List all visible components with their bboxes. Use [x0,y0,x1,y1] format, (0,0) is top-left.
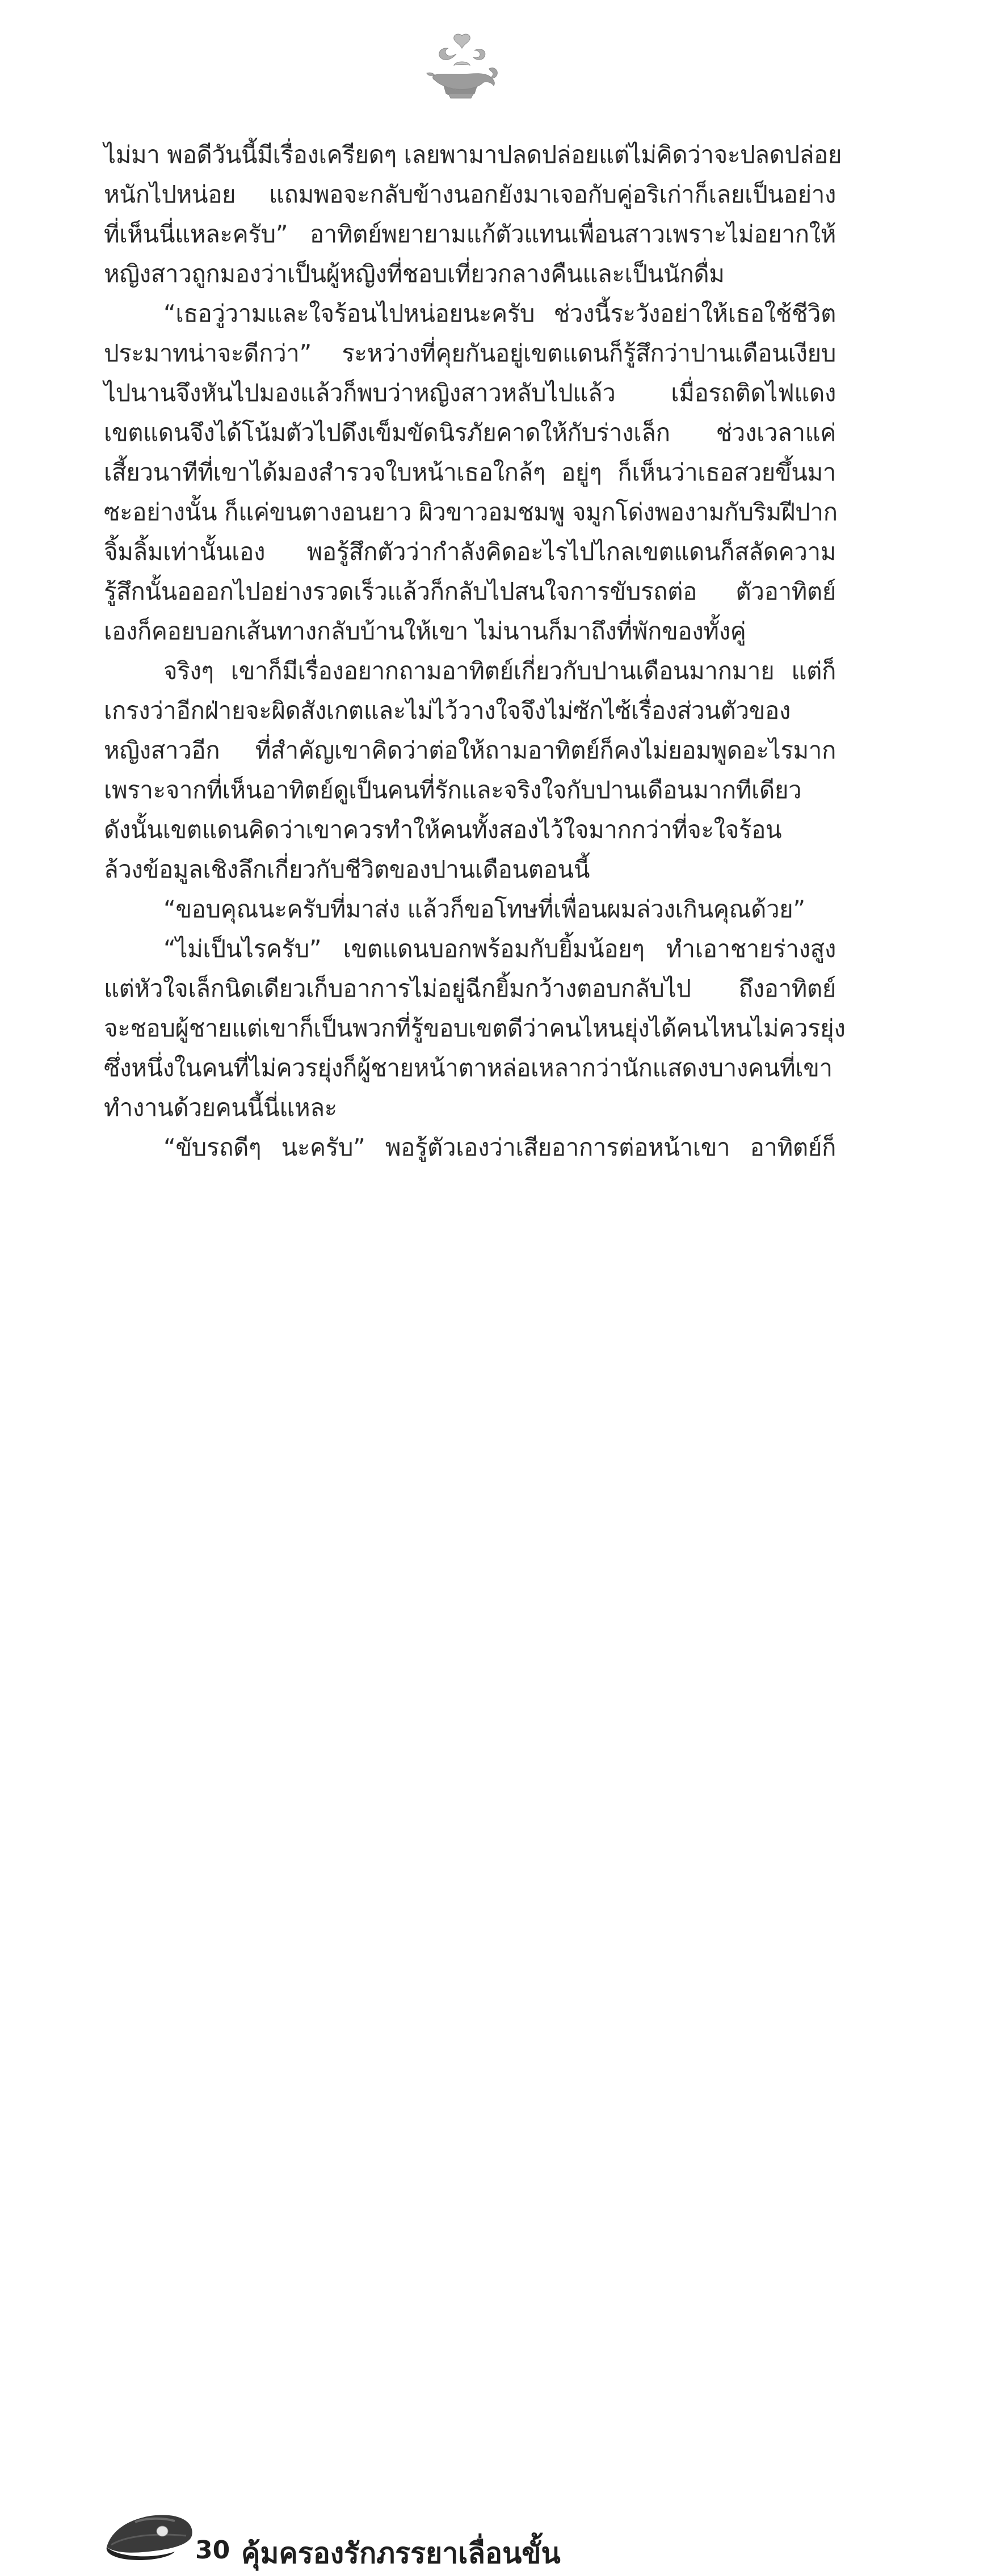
text-line: ที่เห็นนี่แหละครับ” อาทิตย์พยายามแก้ตัวแทนเพื่อนสาวเพราะไม่อยากให้ [104,220,836,248]
text-line: “ขับรถดีๆ นะครับ” พอรู้ตัวเองว่าเสียอาการต่อหน้าเขา อาทิตย์ก็ [163,1133,836,1161]
page-footer [0,1248,992,2570]
text-line: รู้สึกนั้นอออกไปอย่างรวดเร็วแล้วก็กลับไปสนใจการขับรถต่อ ตัวอาทิตย์ [104,577,836,605]
book-title: คุ้มครองรักภรรยาเลื่อนขั้น [241,2537,561,2570]
text-line: ไปนานจึงหันไปมองแล้วก็พบว่าหญิงสาวหลับไปแล้ว เมื่อรถติดไฟแดง [104,379,836,407]
text-line: ล้วงข้อมูลเชิงลึกเกี่ยวกับชีวิตของปานเดือนตอนนี้ [104,855,590,883]
text-line: ดังนั้นเขตแดนคิดว่าเขาควรทำให้คนทั้งสองไว้ใจมากกว่าที่จะใจร้อน [104,816,782,844]
police-cap-icon [101,2503,197,2568]
text-line: แต่หัวใจเล็กนิดเดียวเก็บอาการไม่อยู่ฉีกยิ้มกว้างตอบกลับไป ถึงอาทิตย์ [104,975,836,1002]
text-line: เขตแดนจึงได้โน้มตัวไปดึงเข็มขัดนิรภัยคาดให้กับร่างเล็ก ช่วงเวลาแค่ [104,419,836,446]
page-number: 30 [195,2536,230,2565]
text-line: จริงๆ เขาก็มีเรื่องอยากถามอาทิตย์เกี่ยวกับปานเดือนมากมาย แต่ก็ [163,657,836,685]
text-line: ประมาทน่าจะดีกว่า” ระหว่างที่คุยกันอยู่เขตแดนก็รู้สึกว่าปานเดือนเงียบ [104,339,836,367]
text-line: “ขอบคุณนะครับที่มาส่ง แล้วก็ขอโทษที่เพื่อนผมล่วงเกินคุณด้วย” [163,895,805,923]
text-line: จะชอบผู้ชายแต่เขาก็เป็นพวกที่รู้ขอบเขตดีว่าคนไหนยุ่งได้คนไหนไม่ควรยุ่ง [104,1014,846,1042]
text-line: เสี้ยวนาทีที่เขาได้มองสำรวจใบหน้าเธอใกล้ๆ อยู่ๆ ก็เห็นว่าเธอสวยขึ้นมา [104,458,836,486]
text-line: ไม่มา พอดีวันนี้มีเรื่องเครียดๆ เลยพามาปลดปล่อยแต่ไม่คิดว่าจะปลดปล่อย [104,141,842,168]
text-line: ซึ่งหนึ่งในคนที่ไม่ควรยุ่งก็ผู้ชายหน้าตาหล่อเหลากว่านักแสดงบางคนที่เขา [104,1054,833,1082]
text-line: ทำงานด้วยคนนี้นี่แหละ [104,1094,337,1122]
text-line: “เธอวู่วามและใจร้อนไปหน่อยนะครับ ช่วงนี้ระวังอย่าให้เธอใช้ชีวิต [163,300,836,327]
magic-lamp-ornament-icon [422,31,502,102]
text-line: เองก็คอยบอกเส้นทางกลับบ้านให้เขา ไม่นานก็มาถึงที่พักของทั้งคู่ [104,617,746,645]
body-text [104,135,846,1167]
text-line: ซะอย่างนั้น ก็แค่ขนตางอนยาว ผิวขาวอมชมพู จมูกโด่งพองามกับริมฝีปาก [104,498,838,526]
text-line: หญิงสาวอีก ที่สำคัญเขาคิดว่าต่อให้ถามอาทิตย์ก็คงไม่ยอมพูดอะไรมาก [104,736,836,764]
text-line: เกรงว่าอีกฝ่ายจะผิดสังเกตและไม่ไว้วางใจจึงไม่ซักไซ้เรื่องส่วนตัวของ [104,697,791,724]
text-line: หนักไปหน่อย แถมพอจะกลับข้างนอกยังมาเจอกับคู่อริเก่าก็เลยเป็นอย่าง [104,180,836,208]
text-line: หญิงสาวถูกมองว่าเป็นผู้หญิงที่ชอบเที่ยวกลางคืนและเป็นนักดื่ม [104,260,725,288]
text-line: “ไม่เป็นไรครับ” เขตแดนบอกพร้อมกับยิ้มน้อยๆ ทำเอาชายร่างสูง [163,935,836,963]
text-line: จิ้มลิ้มเท่านั้นเอง พอรู้สึกตัวว่ากำลังคิดอะไรไปไกลเขตแดนก็สลัดความ [104,538,836,566]
text-line: เพราะจากที่เห็นอาทิตย์ดูเป็นคนที่รักและจริงใจกับปานเดือนมากทีเดียว [104,776,802,804]
